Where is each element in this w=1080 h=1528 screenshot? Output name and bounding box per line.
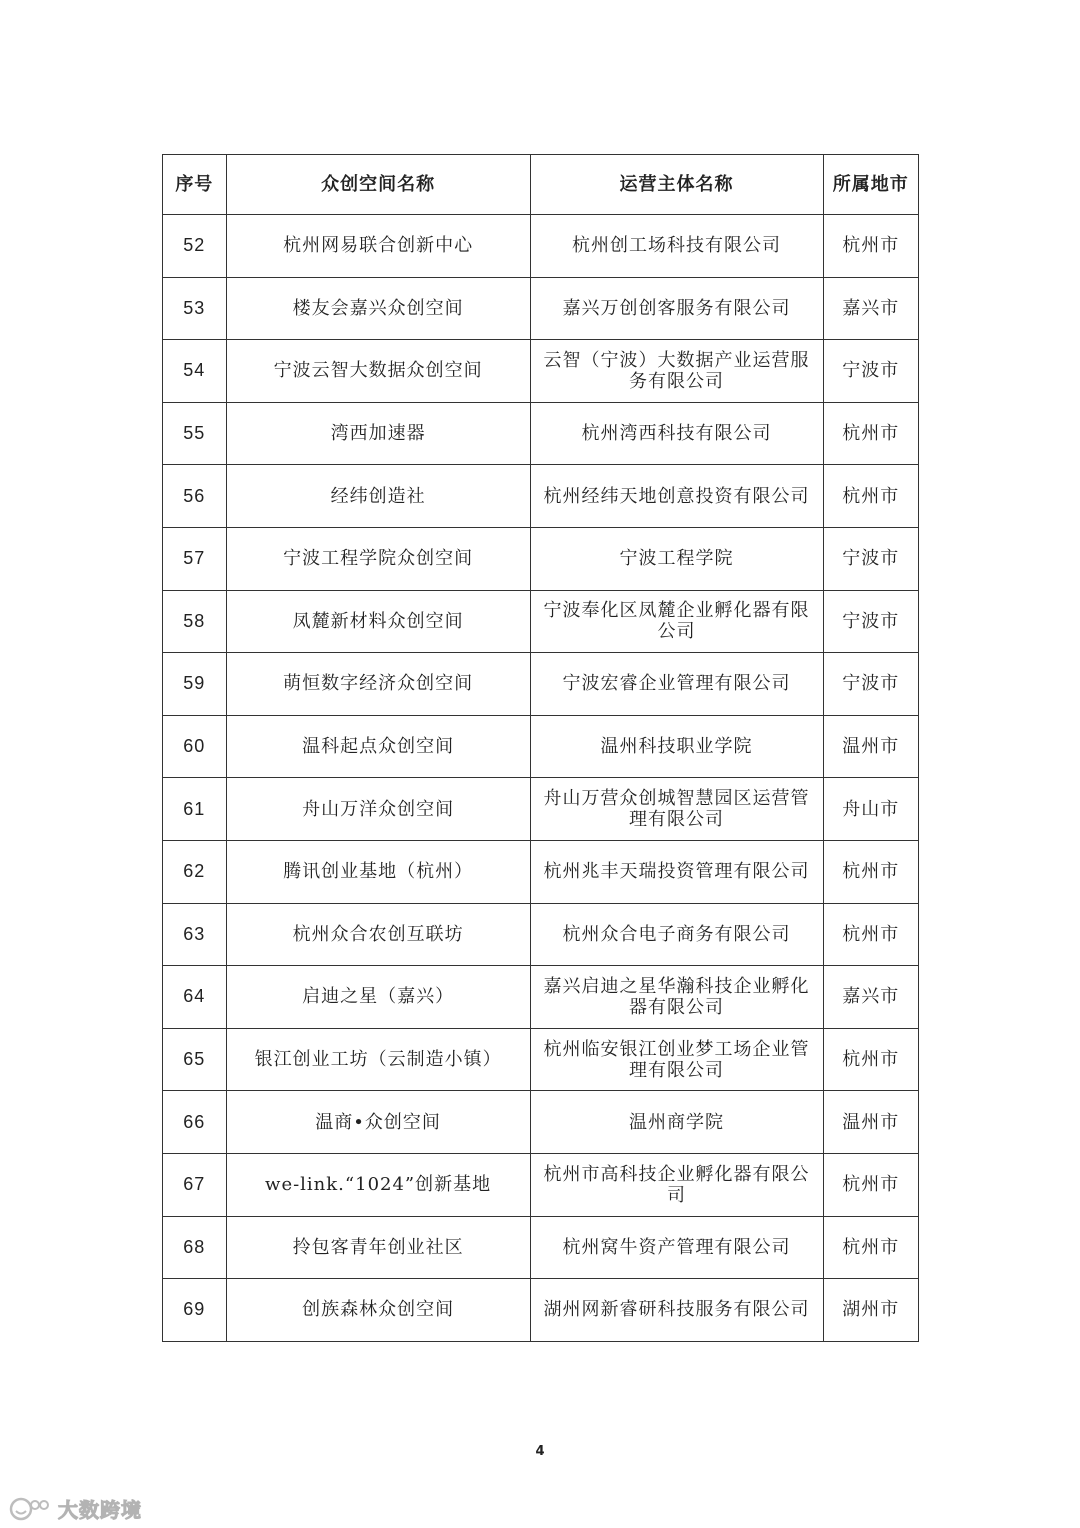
cell-seq: 55 <box>163 402 227 465</box>
cell-operator-name: 杭州湾西科技有限公司 <box>530 402 823 465</box>
table-row <box>163 340 919 403</box>
cell-operator-name: 温州商学院 <box>530 1091 823 1154</box>
cell-seq: 60 <box>163 715 227 778</box>
cell-city: 杭州市 <box>823 215 919 278</box>
cell-seq: 58 <box>163 590 227 653</box>
cell-operator-name: 舟山万营众创城智慧园区运营管理有限公司 <box>530 778 823 841</box>
cell-operator-name: 湖州网新睿研科技服务有限公司 <box>530 1279 823 1342</box>
cell-city: 杭州市 <box>823 402 919 465</box>
cell-city: 杭州市 <box>823 1028 919 1091</box>
cell-space-name: 温科起点众创空间 <box>226 715 530 778</box>
cell-city: 嘉兴市 <box>823 966 919 1029</box>
cell-city: 杭州市 <box>823 465 919 528</box>
table-header <box>163 155 919 215</box>
cell-city: 宁波市 <box>823 527 919 590</box>
cell-space-name: 楼友会嘉兴众创空间 <box>226 277 530 340</box>
cell-operator-name: 温州科技职业学院 <box>530 715 823 778</box>
cell-seq: 64 <box>163 966 227 1029</box>
smile-chat-logo-icon <box>8 1496 52 1522</box>
cell-city: 舟山市 <box>823 778 919 841</box>
cell-operator-name: 嘉兴万创创客服务有限公司 <box>530 277 823 340</box>
table-row <box>163 1091 919 1154</box>
cell-seq: 62 <box>163 840 227 903</box>
table-row <box>163 465 919 528</box>
table-row <box>163 1279 919 1342</box>
cell-space-name: 舟山万洋众创空间 <box>226 778 530 841</box>
cell-seq: 68 <box>163 1216 227 1279</box>
cell-operator-name: 宁波宏睿企业管理有限公司 <box>530 653 823 716</box>
header-city: 所属地市 <box>823 155 919 215</box>
watermark <box>8 1494 142 1523</box>
cell-seq: 57 <box>163 527 227 590</box>
cell-space-name: 启迪之星（嘉兴） <box>226 966 530 1029</box>
cell-space-name: 温商•众创空间 <box>226 1091 530 1154</box>
table-row <box>163 527 919 590</box>
cell-operator-name: 杭州临安银江创业梦工场企业管理有限公司 <box>530 1028 823 1091</box>
cell-operator-name: 杭州经纬天地创意投资有限公司 <box>530 465 823 528</box>
cell-city: 温州市 <box>823 715 919 778</box>
table-row <box>163 778 919 841</box>
cell-space-name: 萌恒数字经济众创空间 <box>226 653 530 716</box>
cell-operator-name: 杭州创工场科技有限公司 <box>530 215 823 278</box>
table-row <box>163 1153 919 1216</box>
table-row <box>163 402 919 465</box>
cell-operator-name: 宁波工程学院 <box>530 527 823 590</box>
cell-seq: 66 <box>163 1091 227 1154</box>
cell-space-name: 创族森林众创空间 <box>226 1279 530 1342</box>
header-operator-name: 运营主体名称 <box>530 155 823 215</box>
cell-space-name: 腾讯创业基地（杭州） <box>226 840 530 903</box>
cell-seq: 69 <box>163 1279 227 1342</box>
cell-operator-name: 杭州窝牛资产管理有限公司 <box>530 1216 823 1279</box>
cell-space-name: 经纬创造社 <box>226 465 530 528</box>
cell-city: 宁波市 <box>823 340 919 403</box>
table-row <box>163 215 919 278</box>
cell-operator-name: 杭州兆丰天瑞投资管理有限公司 <box>530 840 823 903</box>
cell-space-name: 杭州众合农创互联坊 <box>226 903 530 966</box>
cell-city: 杭州市 <box>823 1216 919 1279</box>
cell-operator-name: 杭州众合电子商务有限公司 <box>530 903 823 966</box>
watermark-text: 大数跨境 <box>58 1498 142 1522</box>
cell-city: 嘉兴市 <box>823 277 919 340</box>
cell-space-name: 宁波工程学院众创空间 <box>226 527 530 590</box>
cell-seq: 63 <box>163 903 227 966</box>
cell-seq: 53 <box>163 277 227 340</box>
cell-city: 温州市 <box>823 1091 919 1154</box>
cell-space-name: 湾西加速器 <box>226 402 530 465</box>
cell-seq: 56 <box>163 465 227 528</box>
page-number: 4 <box>535 1444 545 1459</box>
cell-seq: 59 <box>163 653 227 716</box>
cell-operator-name: 杭州市高科技企业孵化器有限公司 <box>530 1153 823 1216</box>
cell-space-name: 凤麓新材料众创空间 <box>226 590 530 653</box>
header-row <box>163 155 919 215</box>
table-row <box>163 1028 919 1091</box>
table-row <box>163 1216 919 1279</box>
cell-space-name: 拎包客青年创业社区 <box>226 1216 530 1279</box>
cell-city: 杭州市 <box>823 903 919 966</box>
cell-city: 宁波市 <box>823 590 919 653</box>
cell-seq: 67 <box>163 1153 227 1216</box>
cell-operator-name: 云智（宁波）大数据产业运营服务有限公司 <box>530 340 823 403</box>
cell-operator-name: 宁波奉化区凤麓企业孵化器有限公司 <box>530 590 823 653</box>
table-row <box>163 903 919 966</box>
cell-city: 宁波市 <box>823 653 919 716</box>
cell-space-name: 杭州网易联合创新中心 <box>226 215 530 278</box>
cell-city: 杭州市 <box>823 1153 919 1216</box>
cell-seq: 65 <box>163 1028 227 1091</box>
cell-space-name: we-link.“1024”创新基地 <box>226 1153 530 1216</box>
table-row <box>163 715 919 778</box>
cell-space-name: 宁波云智大数据众创空间 <box>226 340 530 403</box>
cell-space-name: 银江创业工坊（云制造小镇） <box>226 1028 530 1091</box>
cell-city: 杭州市 <box>823 840 919 903</box>
table-row <box>163 966 919 1029</box>
table-row <box>163 840 919 903</box>
cell-city: 湖州市 <box>823 1279 919 1342</box>
space-list-table <box>162 154 919 1342</box>
table-row <box>163 653 919 716</box>
table-row <box>163 590 919 653</box>
cell-seq: 61 <box>163 778 227 841</box>
table-row <box>163 277 919 340</box>
cell-operator-name: 嘉兴启迪之星华瀚科技企业孵化器有限公司 <box>530 966 823 1029</box>
cell-seq: 54 <box>163 340 227 403</box>
header-space-name: 众创空间名称 <box>226 155 530 215</box>
cell-seq: 52 <box>163 215 227 278</box>
header-seq: 序号 <box>163 155 227 215</box>
table-body <box>163 215 919 1342</box>
